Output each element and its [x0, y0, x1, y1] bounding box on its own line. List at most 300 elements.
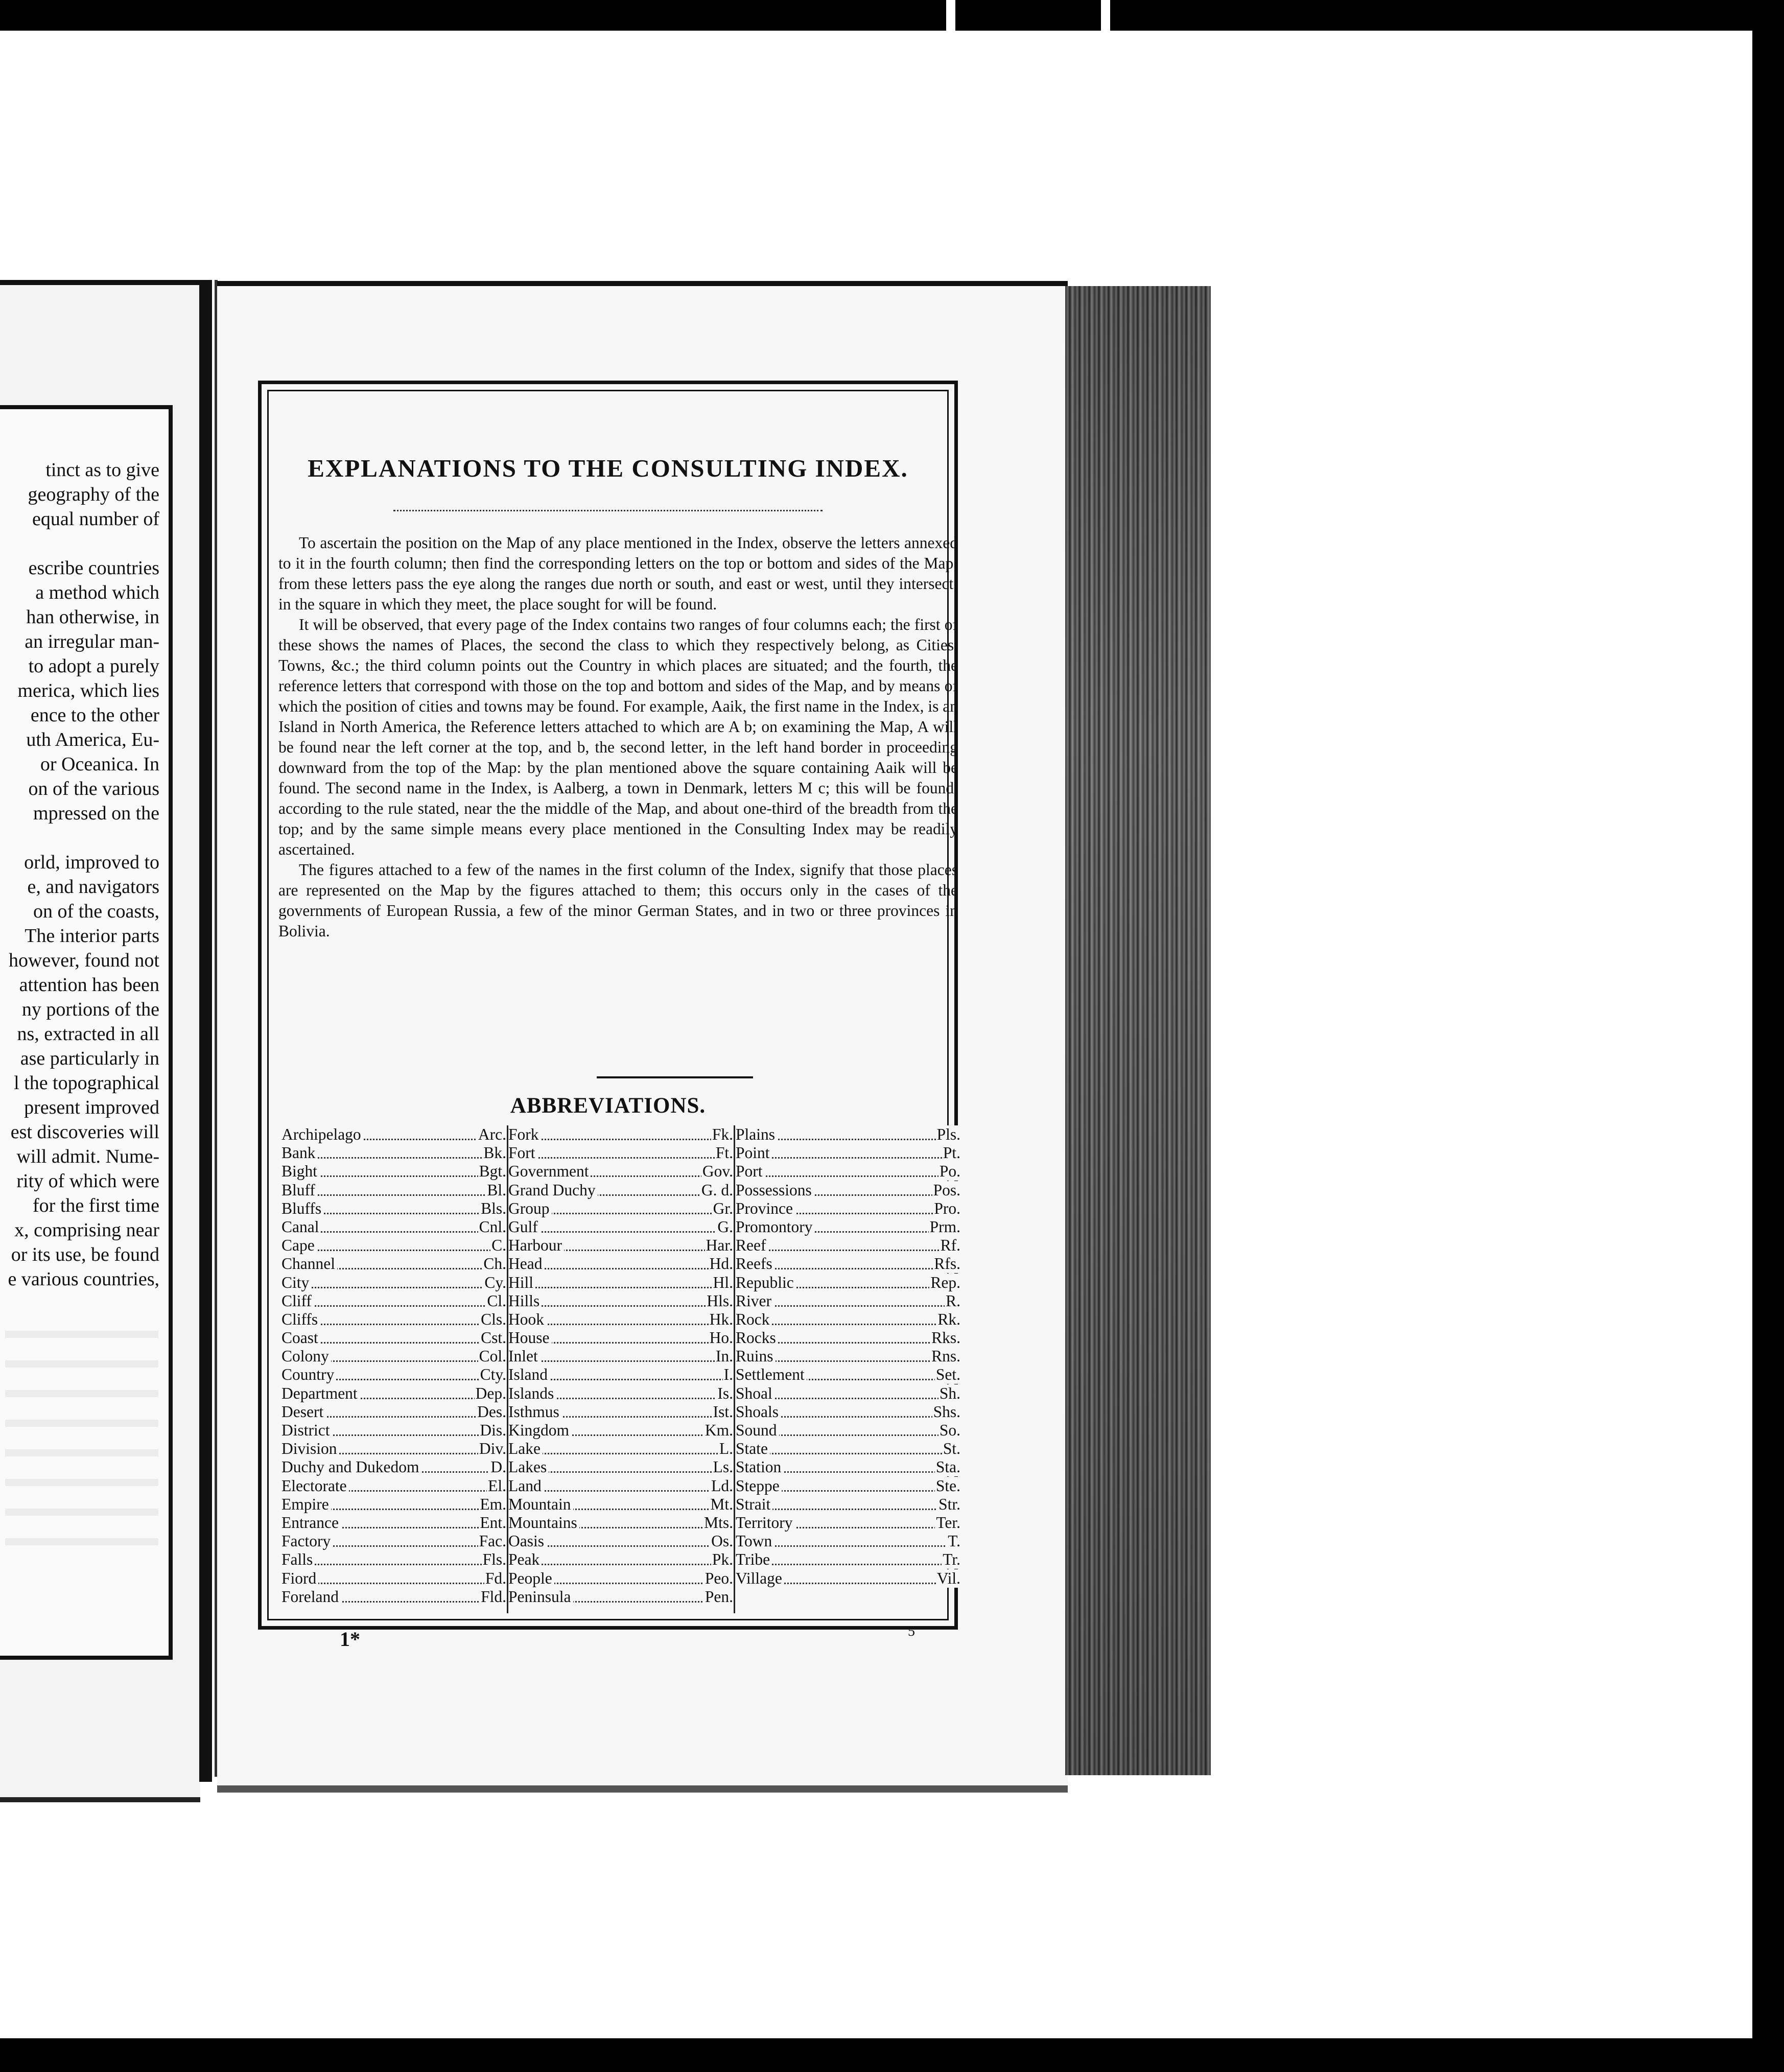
- abbreviation-value: Ste.: [935, 1476, 960, 1495]
- left-page-line: on of the coasts,: [33, 901, 159, 922]
- paragraph: The figures attached to a few of the names in the first column of the Index, signify that those places are represented on the Map by the figures attached to them; this occurs only in the cases of the governments of European Russia, a few of the minor German States, and in two or three provinces in Bolivia.: [278, 861, 958, 940]
- abbreviation-term: Fork: [508, 1125, 541, 1144]
- abbreviation-value: Fk.: [712, 1125, 733, 1143]
- abbreviation-term: Country: [281, 1365, 336, 1384]
- abbreviation-term: Colony: [281, 1347, 331, 1365]
- abbreviation-term: Plains: [736, 1125, 777, 1144]
- abbreviation-row: [281, 1218, 506, 1236]
- abbreviation-row: [508, 1347, 733, 1365]
- abbreviation-value: Fac.: [479, 1532, 506, 1550]
- abbreviation-value: Dis.: [480, 1421, 506, 1439]
- left-page-line: present improved: [24, 1097, 159, 1118]
- abbreviation-row: [508, 1236, 733, 1255]
- abbreviation-row: [508, 1181, 733, 1199]
- abbreviation-row: [736, 1255, 960, 1273]
- left-page-line: equal number of: [32, 508, 159, 530]
- abbreviation-value: Bk.: [483, 1144, 506, 1162]
- left-page-text: [0, 458, 159, 1291]
- abbreviation-term: Village: [736, 1569, 784, 1588]
- dot-leader: [281, 1287, 506, 1288]
- abbreviation-value: Pt.: [943, 1144, 960, 1162]
- abbreviation-value: Cl.: [487, 1291, 506, 1310]
- left-page-line: orld, improved to: [24, 852, 159, 873]
- abbreviation-value: Gov.: [702, 1162, 733, 1181]
- abbreviation-row: [508, 1199, 733, 1218]
- abbreviation-term: Canal: [281, 1218, 321, 1236]
- scan-bottom-border: [0, 2041, 1784, 2072]
- abbreviation-value: Tr.: [943, 1550, 960, 1569]
- abbreviation-row: [508, 1310, 733, 1329]
- abbreviation-value: Is.: [717, 1384, 733, 1402]
- dot-leader: [281, 1564, 506, 1565]
- abbreviation-row: [508, 1218, 733, 1236]
- abbreviation-value: Sta.: [935, 1458, 960, 1476]
- page-title: EXPLANATIONS TO THE CONSULTING INDEX.: [308, 454, 908, 482]
- abbreviation-row: [736, 1292, 960, 1310]
- abbreviation-row: [736, 1310, 960, 1329]
- abbreviation-term: State: [736, 1440, 770, 1458]
- abbreviation-row: [281, 1255, 506, 1273]
- book-edge-shade: [1065, 286, 1211, 1775]
- abbreviation-term: Reefs: [736, 1255, 774, 1273]
- left-page-line: merica, which lies: [17, 680, 159, 701]
- abbreviation-row: [508, 1365, 733, 1384]
- abbreviation-value: Cy.: [484, 1273, 506, 1291]
- abbreviation-row: [281, 1125, 506, 1144]
- abbreviation-term: Archipelago: [281, 1125, 363, 1144]
- dot-leader: [508, 1139, 733, 1140]
- abbreviation-term: Rock: [736, 1310, 772, 1329]
- abbreviation-value: Mt.: [710, 1495, 733, 1513]
- abbreviation-row: [281, 1199, 506, 1218]
- left-page-line: [0, 531, 159, 556]
- abbreviation-value: L.: [719, 1440, 733, 1458]
- abbreviation-term: Territory: [736, 1514, 795, 1532]
- abbreviation-row: [508, 1532, 733, 1550]
- abbreviation-term: Station: [736, 1458, 783, 1476]
- left-page-line: ns, extracted in all: [17, 1023, 159, 1045]
- abbreviation-row: [736, 1181, 960, 1199]
- left-page-line: a method which: [35, 582, 159, 603]
- abbreviation-row: [508, 1514, 733, 1532]
- abbreviation-term: Mountains: [508, 1514, 579, 1532]
- scan-edge-mark: [946, 0, 955, 43]
- book-gutter: [199, 280, 212, 1782]
- left-page-line: The interior parts: [25, 925, 159, 947]
- left-page-line: rity of which were: [16, 1170, 159, 1192]
- abbreviation-term: Falls: [281, 1550, 315, 1569]
- abbreviation-value: Cls.: [481, 1310, 506, 1328]
- abbreviation-term: Kingdom: [508, 1421, 571, 1440]
- abbreviation-value: Ch.: [483, 1255, 506, 1273]
- dot-leader: [508, 1360, 733, 1362]
- abbreviation-term: Isthmus: [508, 1403, 561, 1421]
- title-rule: [393, 510, 823, 511]
- abbreviation-term: Division: [281, 1440, 339, 1458]
- abbreviation-row: [508, 1458, 733, 1476]
- abbreviation-value: Hl.: [713, 1273, 733, 1291]
- abbreviation-row: [281, 1550, 506, 1569]
- abbreviation-term: Department: [281, 1384, 360, 1403]
- abbreviation-value: Hk.: [709, 1310, 733, 1328]
- dot-leader: [736, 1175, 960, 1177]
- abbreviation-term: Cliff: [281, 1292, 314, 1310]
- abbreviation-term: Hills: [508, 1292, 542, 1310]
- left-page-line: tinct as to give: [45, 459, 159, 481]
- left-page-line: attention has been: [19, 974, 159, 996]
- abbreviation-row: [508, 1550, 733, 1569]
- abbreviation-term: District: [281, 1421, 332, 1440]
- abbreviation-row: [736, 1218, 960, 1236]
- left-page-line: for the first time: [33, 1195, 159, 1216]
- abbreviation-row: [736, 1125, 960, 1144]
- abbreviation-term: Mountain: [508, 1495, 573, 1514]
- abbreviations-column-3: [736, 1125, 960, 1588]
- abbreviation-row: [508, 1440, 733, 1458]
- abbreviation-value: Fd.: [485, 1569, 506, 1587]
- left-page-line: [0, 826, 159, 850]
- abbreviation-value: Sh.: [939, 1384, 960, 1402]
- abbreviation-row: [281, 1162, 506, 1181]
- abbreviation-value: Rfs.: [934, 1255, 960, 1273]
- abbreviation-value: Bl.: [487, 1181, 506, 1199]
- abbreviation-term: Fort: [508, 1144, 537, 1162]
- abbreviation-term: Entrance: [281, 1514, 341, 1532]
- column-divider: [734, 1125, 735, 1613]
- left-page-line: ase particularly in: [20, 1048, 159, 1069]
- abbreviation-value: C.: [491, 1236, 506, 1255]
- explanation-text: [278, 533, 958, 941]
- abbreviation-value: Cst.: [481, 1329, 506, 1347]
- abbreviation-term: Coast: [281, 1329, 320, 1347]
- abbreviation-row: [281, 1588, 506, 1606]
- abbreviation-term: Electorate: [281, 1477, 349, 1495]
- abbreviation-value: Shs.: [933, 1402, 960, 1421]
- left-page-line: to adopt a purely: [28, 655, 159, 677]
- abbreviation-value: Ent.: [480, 1513, 506, 1532]
- abbreviation-row: [281, 1495, 506, 1514]
- abbreviation-row: [736, 1403, 960, 1421]
- abbreviation-row: [736, 1365, 960, 1384]
- abbreviation-value: Ls.: [713, 1458, 733, 1476]
- signature-mark: 1*: [340, 1628, 360, 1651]
- abbreviation-term: Fiord: [281, 1569, 318, 1588]
- abbreviation-value: Gr.: [713, 1199, 733, 1217]
- abbreviations-column-1: [281, 1125, 506, 1606]
- abbreviation-term: Hook: [508, 1310, 546, 1329]
- abbreviation-value: I.: [723, 1365, 733, 1384]
- abbreviation-term: Grand Duchy: [508, 1181, 598, 1199]
- abbreviation-term: Bight: [281, 1162, 319, 1181]
- left-page-line: mpressed on the: [33, 803, 159, 824]
- abbreviation-value: Div.: [479, 1440, 506, 1458]
- left-page-line: e various countries,: [8, 1268, 159, 1290]
- abbreviation-term: Lakes: [508, 1458, 549, 1476]
- abbreviation-row: [508, 1292, 733, 1310]
- abbreviation-value: Rk.: [937, 1310, 960, 1328]
- abbreviation-value: El.: [488, 1476, 506, 1495]
- abbreviation-row: [736, 1440, 960, 1458]
- abbreviation-value: Hls.: [707, 1291, 733, 1310]
- abbreviation-term: Islands: [508, 1384, 556, 1403]
- abbreviation-value: Rks.: [931, 1329, 960, 1347]
- abbreviation-term: Factory: [281, 1532, 333, 1550]
- page-number: 5: [908, 1623, 915, 1639]
- abbreviation-value: Vil.: [936, 1569, 960, 1587]
- abbreviation-row: [281, 1292, 506, 1310]
- abbreviation-value: Em.: [480, 1495, 506, 1513]
- abbreviation-row: [281, 1365, 506, 1384]
- abbreviation-term: Settlement: [736, 1365, 807, 1384]
- left-page-line: l the topographical: [14, 1072, 159, 1094]
- left-page-line: e, and navigators: [27, 876, 159, 898]
- abbreviation-row: [736, 1550, 960, 1569]
- abbreviation-row: [508, 1329, 733, 1347]
- abbreviation-value: D.: [490, 1458, 506, 1476]
- abbreviation-term: Peak: [508, 1550, 542, 1569]
- abbreviation-value: Pos.: [933, 1181, 960, 1199]
- abbreviation-row: [281, 1329, 506, 1347]
- abbreviation-row: [508, 1403, 733, 1421]
- abbreviation-row: [508, 1255, 733, 1273]
- abbreviation-row: [736, 1384, 960, 1403]
- abbreviation-term: Harbour: [508, 1236, 564, 1255]
- abbreviation-value: Pls.: [936, 1125, 960, 1143]
- abbreviation-term: People: [508, 1569, 554, 1588]
- abbreviations-heading: ABBREVIATIONS.: [510, 1094, 706, 1118]
- left-page-line: han otherwise, in: [26, 606, 159, 628]
- abbreviation-term: Empire: [281, 1495, 331, 1514]
- abbreviation-row: [736, 1477, 960, 1495]
- abbreviation-row: [736, 1495, 960, 1514]
- abbreviation-term: Government: [508, 1162, 591, 1181]
- abbreviation-value: Peo.: [705, 1569, 733, 1587]
- abbreviation-term: Promontory: [736, 1218, 815, 1236]
- abbreviation-value: Har.: [706, 1236, 733, 1255]
- abbreviation-value: Str.: [938, 1495, 960, 1513]
- abbreviation-row: [508, 1588, 733, 1606]
- abbreviation-row: [281, 1569, 506, 1588]
- abbreviation-term: Republic: [736, 1274, 796, 1292]
- left-page-line: ny portions of the: [21, 999, 159, 1020]
- dot-leader: [508, 1287, 733, 1288]
- abbreviation-term: Ruins: [736, 1347, 776, 1365]
- abbreviation-row: [736, 1569, 960, 1588]
- abbreviation-value: Mts.: [704, 1513, 733, 1532]
- abbreviation-row: [508, 1569, 733, 1588]
- abbreviations-column-2: [508, 1125, 733, 1606]
- dot-leader: [736, 1250, 960, 1251]
- abbreviation-value: R.: [946, 1291, 960, 1310]
- abbreviation-row: [281, 1144, 506, 1162]
- abbreviation-term: Point: [736, 1144, 772, 1162]
- abbreviation-value: Pro.: [934, 1199, 960, 1217]
- section-rule: [597, 1076, 753, 1078]
- abbreviation-term: Steppe: [736, 1477, 782, 1495]
- abbreviation-row: [281, 1181, 506, 1199]
- abbreviation-row: [281, 1310, 506, 1329]
- abbreviation-row: [736, 1144, 960, 1162]
- abbreviation-value: Ft.: [715, 1144, 733, 1162]
- abbreviation-value: Bls.: [481, 1199, 506, 1217]
- abbreviation-value: Cnl.: [479, 1217, 506, 1236]
- left-page-line: on of the various: [28, 778, 159, 799]
- abbreviation-value: Po.: [939, 1162, 960, 1181]
- abbreviation-term: Bluffs: [281, 1199, 323, 1218]
- abbreviation-row: [736, 1329, 960, 1347]
- abbreviation-value: Bgt.: [479, 1162, 506, 1181]
- abbreviation-row: [508, 1125, 733, 1144]
- left-page-faded-lines: [5, 1308, 158, 1568]
- dot-leader: [508, 1305, 733, 1307]
- abbreviation-value: G.: [717, 1217, 733, 1236]
- left-page-line: ence to the other: [30, 704, 159, 726]
- abbreviation-term: Foreland: [281, 1588, 341, 1606]
- abbreviation-term: Possessions: [736, 1181, 814, 1199]
- abbreviation-row: [508, 1421, 733, 1440]
- abbreviation-term: Desert: [281, 1403, 325, 1421]
- abbreviation-row: [508, 1477, 733, 1495]
- abbreviation-row: [508, 1384, 733, 1403]
- abbreviation-value: Des.: [477, 1402, 506, 1421]
- abbreviation-value: Prm.: [929, 1217, 960, 1236]
- abbreviation-value: Dep.: [475, 1384, 506, 1402]
- abbreviation-row: [281, 1421, 506, 1440]
- abbreviation-value: In.: [715, 1347, 733, 1365]
- abbreviation-row: [281, 1477, 506, 1495]
- abbreviation-row: [281, 1236, 506, 1255]
- abbreviation-row: [736, 1199, 960, 1218]
- abbreviation-row: [508, 1495, 733, 1514]
- abbreviation-row: [281, 1274, 506, 1292]
- left-page-line: geography of the: [28, 484, 159, 505]
- abbreviation-term: Group: [508, 1199, 552, 1218]
- abbreviation-value: Km.: [705, 1421, 733, 1439]
- abbreviation-value: So.: [939, 1421, 960, 1439]
- left-page-line: escribe countries: [28, 557, 159, 579]
- abbreviation-value: Ho.: [709, 1329, 733, 1347]
- left-page-line: will admit. Nume-: [16, 1146, 159, 1167]
- left-page: [0, 280, 200, 1802]
- abbreviation-row: [281, 1384, 506, 1403]
- abbreviation-value: Arc.: [478, 1125, 506, 1143]
- left-page-frame: [0, 405, 173, 1660]
- abbreviation-term: Cliffs: [281, 1310, 320, 1329]
- abbreviation-term: Inlet: [508, 1347, 540, 1365]
- abbreviation-value: Pen.: [705, 1587, 733, 1606]
- abbreviation-value: G. d.: [701, 1181, 733, 1199]
- abbreviation-row: [736, 1347, 960, 1365]
- abbreviation-row: [736, 1514, 960, 1532]
- abbreviation-term: City: [281, 1274, 311, 1292]
- abbreviation-term: Bank: [281, 1144, 318, 1162]
- abbreviation-term: Duchy and Dukedom: [281, 1458, 421, 1476]
- abbreviation-term: Town: [736, 1532, 774, 1550]
- abbreviation-term: Island: [508, 1365, 550, 1384]
- abbreviation-value: Rns.: [931, 1347, 960, 1365]
- dot-leader: [508, 1157, 733, 1159]
- abbreviation-row: [281, 1532, 506, 1550]
- left-page-line: uth America, Eu-: [26, 729, 159, 750]
- abbreviation-row: [736, 1274, 960, 1292]
- abbreviation-value: Fld.: [481, 1587, 506, 1606]
- abbreviation-row: [736, 1458, 960, 1476]
- abbreviation-term: Peninsula: [508, 1588, 573, 1606]
- abbreviation-value: T.: [948, 1532, 960, 1550]
- abbreviation-value: Ist.: [713, 1402, 733, 1421]
- abbreviation-value: Col.: [479, 1347, 506, 1365]
- abbreviation-term: Lake: [508, 1440, 543, 1458]
- abbreviation-value: Ld.: [711, 1476, 733, 1495]
- abbreviation-row: [736, 1162, 960, 1181]
- abbreviation-value: St.: [943, 1440, 960, 1458]
- left-page-line: or its use, be found: [11, 1244, 159, 1265]
- abbreviation-term: Hill: [508, 1274, 535, 1292]
- paragraph: To ascertain the position on the Map of any place mentioned in the Index, observe the letters annexed to it in the fourth column; then find the corresponding letters on the top or bottom and sides of the Map; from these letters pass the eye along the ranges due north or south, and east or west, until they intersect: in the square in which they meet, the place sought for will be found.: [278, 534, 958, 613]
- abbreviation-value: Fls.: [482, 1550, 506, 1569]
- abbreviation-term: Cape: [281, 1236, 317, 1255]
- abbreviation-term: Rocks: [736, 1329, 778, 1347]
- abbreviation-value: Pk.: [712, 1550, 733, 1569]
- abbreviation-term: Channel: [281, 1255, 337, 1273]
- dot-leader: [508, 1564, 733, 1565]
- abbreviation-term: House: [508, 1329, 552, 1347]
- abbreviation-term: Port: [736, 1162, 765, 1181]
- abbreviation-term: Land: [508, 1477, 544, 1495]
- left-page-line: est discoveries will: [10, 1121, 159, 1143]
- abbreviation-term: Shoal: [736, 1384, 774, 1403]
- abbreviation-term: Head: [508, 1255, 544, 1273]
- abbreviation-value: Set.: [935, 1365, 960, 1384]
- abbreviation-value: Ter.: [936, 1513, 960, 1532]
- abbreviation-term: River: [736, 1292, 773, 1310]
- abbreviation-row: [281, 1440, 506, 1458]
- left-page-line: however, found not: [8, 950, 159, 971]
- abbreviation-value: Os.: [711, 1532, 733, 1550]
- abbreviation-term: Bluff: [281, 1181, 317, 1199]
- abbreviation-term: Tribe: [736, 1550, 772, 1569]
- abbreviation-value: Rf.: [940, 1236, 960, 1255]
- abbreviation-row: [281, 1403, 506, 1421]
- abbreviation-row: [508, 1162, 733, 1181]
- abbreviation-term: Oasis: [508, 1532, 546, 1550]
- left-page-line: or Oceanica. In: [40, 754, 159, 775]
- abbreviation-term: Shoals: [736, 1403, 781, 1421]
- abbreviation-value: Cty.: [480, 1365, 506, 1384]
- abbreviation-row: [508, 1144, 733, 1162]
- dot-leader: [508, 1231, 733, 1233]
- abbreviation-row: [281, 1514, 506, 1532]
- dot-leader: [281, 1305, 506, 1307]
- abbreviation-row: [508, 1274, 733, 1292]
- abbreviation-value: Rep.: [930, 1273, 960, 1291]
- abbreviation-row: [736, 1421, 960, 1440]
- abbreviation-term: Strait: [736, 1495, 772, 1514]
- paragraph: It will be observed, that every page of the Index contains two ranges of four columns each; the first of these shows the names of Places, the second the class to which they respectively belong, as Cities, Towns, &c.; the third column points out the Country in which places are situated; and the fourth, the reference letters that correspond with those on the top and bottom and sides of the Map, and by means of which the position of cities and towns may be found. For example, Aaik, the first name in the Index, is an Island in North America, the Reference letters attached to which are A b; on examining the Map, A will be found near the left corner at the top, and b, the second letter, in the left hand border in proceeding downward from the top of the Map: by the plan mentioned above the square containing Aaik will be found. The second name in the Index, is Aalberg, a town in Denmark, letters M c; this will be found, according to the rule stated, near the the middle of the Map, and about one-third of the breadth from the top; and by the same simple means every place mentioned in the Consulting Index may be readily ascertained.: [278, 616, 958, 858]
- left-page-line: an irregular man-: [25, 631, 159, 652]
- abbreviation-value: Hd.: [709, 1255, 733, 1273]
- abbreviation-term: Sound: [736, 1421, 779, 1440]
- abbreviation-term: Gulf: [508, 1218, 540, 1236]
- abbreviation-row: [736, 1236, 960, 1255]
- abbreviation-term: Reef: [736, 1236, 768, 1255]
- abbreviation-term: Province: [736, 1199, 795, 1218]
- abbreviation-row: [736, 1532, 960, 1550]
- scan-edge-mark: [1101, 0, 1110, 43]
- abbreviation-row: [281, 1347, 506, 1365]
- abbreviation-row: [281, 1458, 506, 1476]
- left-page-line: x, comprising near: [14, 1219, 159, 1241]
